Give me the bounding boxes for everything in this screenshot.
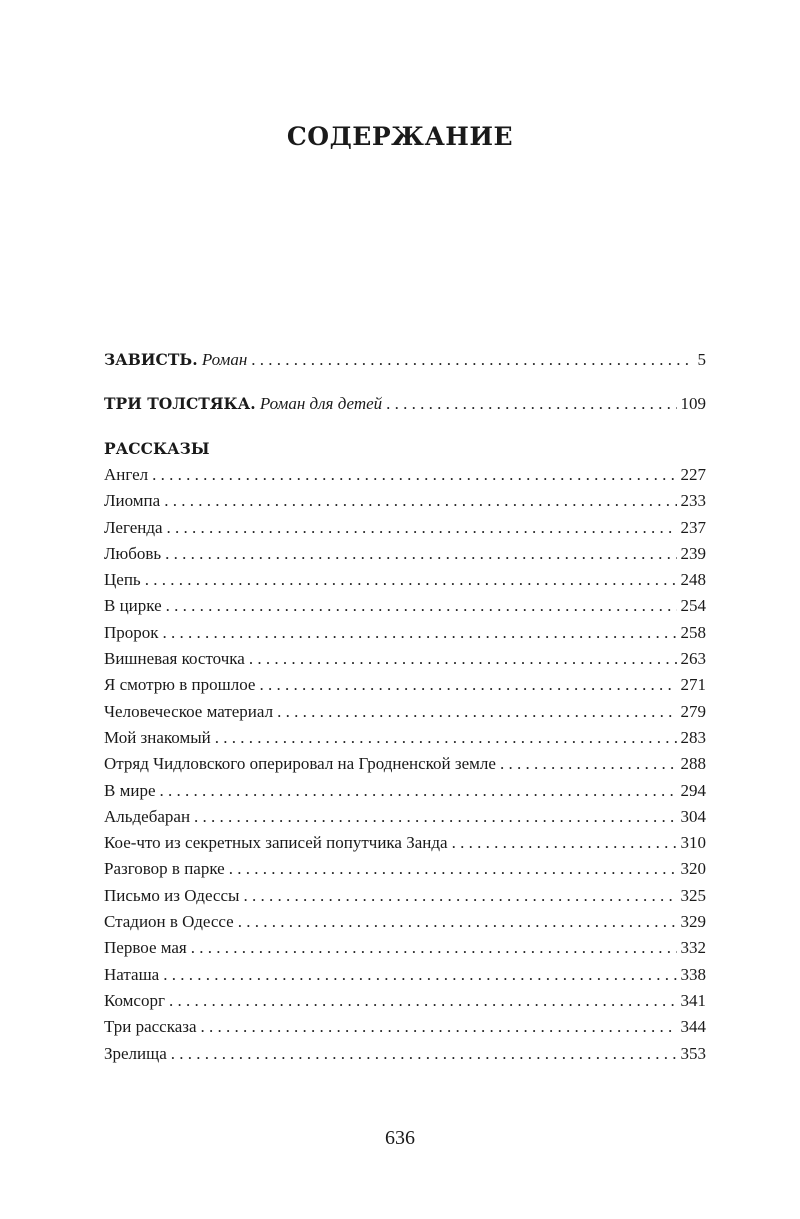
entry-page-number: 263: [680, 649, 706, 669]
spacer: [104, 417, 706, 436]
entry-title: Я смотрю в прошлое: [104, 675, 256, 695]
dot-leader: [145, 567, 677, 593]
toc-entry[interactable]: [104, 988, 706, 1014]
entry-title: Альдебаран: [104, 806, 191, 826]
toc-entry[interactable]: [104, 883, 706, 909]
entry-title: [104, 347, 247, 373]
dot-leader: [243, 883, 676, 909]
toc-entry[interactable]: [104, 672, 706, 698]
toc-entry[interactable]: [104, 541, 706, 567]
dot-leader: [452, 830, 677, 856]
entry-title: Разговор в парке: [104, 859, 225, 879]
entry-page-number: 341: [680, 990, 706, 1010]
entry-title-bold: ЗАВИСТЬ.: [104, 350, 198, 369]
section-heading-stories: РАССКАЗЫ: [104, 439, 210, 458]
entry-page-number: 325: [680, 885, 706, 905]
dot-leader: [164, 488, 676, 514]
entry-page-number: 237: [680, 517, 706, 537]
entry-title: Вишневая косточка: [104, 649, 245, 669]
toc-entry[interactable]: [104, 962, 706, 988]
dot-leader: [386, 391, 676, 417]
entry-title: Комсорг: [104, 990, 165, 1010]
dot-leader: [201, 1014, 677, 1040]
dot-leader: [229, 856, 677, 882]
entry-title: Отряд Чидловского оперировал на Гродненской земле: [104, 754, 496, 774]
spacer: [104, 373, 706, 391]
entry-page-number: 288: [680, 754, 706, 774]
dot-leader: [249, 646, 677, 672]
entry-title: Наташа: [104, 964, 160, 984]
toc-entry[interactable]: [104, 1014, 706, 1040]
toc-entry[interactable]: [104, 909, 706, 935]
entry-page-number: 233: [680, 491, 706, 511]
dot-leader: [169, 988, 677, 1014]
toc-entry[interactable]: [104, 751, 706, 777]
entry-page-number: 344: [680, 1017, 706, 1037]
entry-title: Три рассказа: [104, 1017, 197, 1037]
entry-subtitle: Роман: [201, 350, 248, 369]
entry-page-number: 310: [680, 833, 706, 853]
toc-entry-envy[interactable]: [104, 347, 706, 373]
toc-entry[interactable]: [104, 830, 706, 856]
table-of-contents: [104, 347, 706, 1067]
page-number: 636: [385, 1127, 415, 1149]
entry-page-number: 258: [680, 622, 706, 642]
entry-page-number: 320: [680, 859, 706, 879]
dot-leader: [191, 935, 677, 961]
toc-entry-three-fat-men[interactable]: [104, 391, 706, 417]
entry-page-number: 5: [697, 350, 706, 369]
dot-leader: [160, 778, 677, 804]
entry-title: В цирке: [104, 596, 162, 616]
entry-title: Лиомпа: [104, 491, 161, 511]
entry-page-number: 279: [680, 701, 706, 721]
entry-page-number: 353: [680, 1043, 706, 1063]
dot-leader: [166, 593, 677, 619]
dot-leader: [238, 909, 677, 935]
entry-title: Кое-что из секретных записей попутчика Занда: [104, 833, 448, 853]
entry-title: Первое мая: [104, 938, 187, 958]
entry-subtitle: Роман для детей: [259, 394, 383, 413]
dot-leader: [194, 804, 676, 830]
dot-leader: [163, 620, 677, 646]
entry-title: Мой знакомый: [104, 727, 211, 747]
toc-entry[interactable]: [104, 488, 706, 514]
toc-entry[interactable]: [104, 725, 706, 751]
entry-page-number: 304: [680, 806, 706, 826]
entry-page-number: 109: [680, 394, 706, 413]
toc-entry[interactable]: [104, 646, 706, 672]
entry-page-number: 338: [680, 964, 706, 984]
toc-entry[interactable]: [104, 804, 706, 830]
dot-leader: [215, 725, 677, 751]
entry-page-number: 227: [680, 465, 706, 484]
toc-entry[interactable]: [104, 935, 706, 961]
entry-page-number: 332: [680, 938, 706, 958]
entry-page-number: 283: [680, 727, 706, 747]
page-title: СОДЕРЖАНИЕ: [286, 122, 514, 151]
entry-page-number: 271: [680, 675, 706, 695]
toc-entry[interactable]: [104, 620, 706, 646]
entry-title: Зрелища: [104, 1043, 167, 1063]
entry-title: В мире: [104, 780, 156, 800]
dot-leader: [259, 672, 676, 698]
entry-page-number: 329: [680, 912, 706, 932]
toc-entry[interactable]: [104, 778, 706, 804]
entry-title: Человеческое материал: [104, 701, 274, 721]
toc-entry[interactable]: [104, 856, 706, 882]
dot-leader: [163, 962, 676, 988]
entry-title: Письмо из Одессы: [104, 885, 240, 905]
toc-entry[interactable]: [104, 1041, 706, 1067]
entry-page-number: 294: [680, 780, 706, 800]
entry-page-number: 248: [680, 570, 706, 590]
entry-title: Любовь: [104, 543, 162, 563]
dot-leader: [500, 751, 677, 777]
dot-leader: [167, 515, 677, 541]
entry-title: Цепь: [104, 570, 141, 590]
entry-title: Легенда: [104, 517, 163, 537]
entry-page-number: 239: [680, 543, 706, 563]
toc-entry[interactable]: [104, 462, 706, 488]
entry-title: Стадион в Одессе: [104, 912, 234, 932]
dot-leader: [277, 699, 676, 725]
toc-entry[interactable]: [104, 515, 706, 541]
entry-page-number: 254: [680, 596, 706, 616]
entry-title: Пророк: [104, 622, 159, 642]
dot-leader: [165, 541, 676, 567]
toc-entry[interactable]: [104, 593, 706, 619]
toc-entry[interactable]: [104, 567, 706, 593]
dot-leader: [152, 462, 676, 488]
entry-title-bold: ТРИ ТОЛСТЯКА.: [104, 394, 256, 413]
story-list: [104, 462, 706, 1067]
dot-leader: [171, 1041, 677, 1067]
dot-leader: [251, 347, 693, 373]
toc-entry[interactable]: [104, 699, 706, 725]
entry-title: [104, 391, 382, 417]
entry-title: Ангел: [104, 465, 149, 484]
